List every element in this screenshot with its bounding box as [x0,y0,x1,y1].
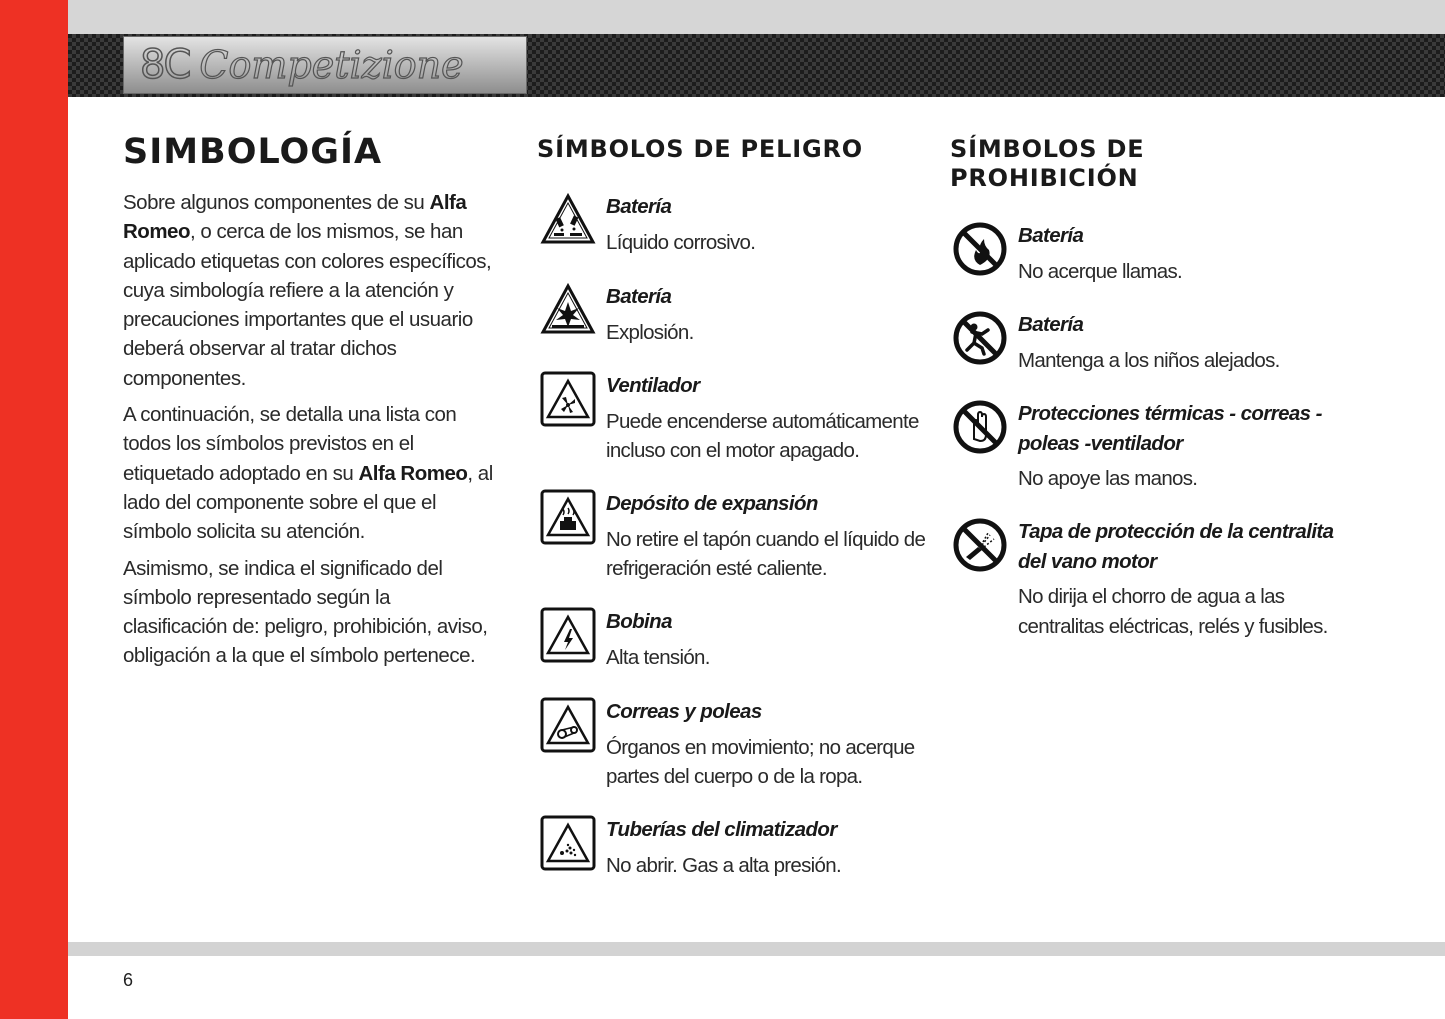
item-desc: Puede encenderse automáticamente incluso con el motor apagado. [606,409,919,462]
red-side-strip [0,0,68,1019]
belt-warning-icon [540,697,596,753]
item-name: Batería [1018,313,1084,336]
item-desc: No apoye las manos. [1018,467,1198,490]
item-desc: No acerque llamas. [1018,259,1183,283]
item-desc: Mantenga a los niños alejados. [1018,348,1280,372]
item-name: Batería [1018,224,1084,247]
item-name: Batería [606,285,672,308]
item-name: Protecciones térmicas - correas - poleas -ventilador [1018,402,1322,455]
logo-number: 8C [140,42,190,88]
pressure-gas-warning-icon [540,815,596,871]
no-children-icon [952,310,1008,366]
item-name: Bobina [606,610,672,633]
intro-paragraph-2: A continuación, se detalla una lista con todos los símbolos previstos en el etiquetado adoptado en su Alfa Romeo, al lado del componente sobre el que el símbolo solicita su atención. [123,403,493,544]
logo-text: Competizione [199,43,464,87]
no-flames-icon [952,221,1008,277]
danger-section-title: SÍMBOLOS DE PELIGRO [537,135,863,163]
prohibition-title-line-1: SÍMBOLOS DE [950,135,1145,163]
item-name: Tapa de protección de la centralita del vano motor [1018,520,1334,573]
fan-warning-icon [540,371,596,427]
item-name: Correas y poleas [606,700,762,723]
page-number: 6 [123,970,134,990]
intro-paragraph-1: Sobre algunos componentes de su Alfa Romeo, o cerca de los mismos, se han aplicado etiquetas con colores específicos, cuya simbología refiere a la atención y precauciones importantes que el usuario deberá observar al tratar dichos componentes. [123,191,492,390]
intro-paragraph-3: Asimismo, se indica el significado del símbolo representado según la clasificación de: peligro, prohibición, aviso, obligación a la que el símbolo pertenece. [123,556,488,668]
item-name: Tuberías del climatizador [606,818,837,841]
intro-text [123,188,495,678]
footer-band [68,942,1445,956]
brand-logo [123,36,527,94]
no-water-jet-icon [952,517,1008,573]
item-desc: No retire el tapón cuando el líquido de refrigeración esté caliente. [606,527,926,580]
item-desc: No dirija el chorro de agua a las centralitas eléctricas, relés y fusibles. [1018,585,1328,638]
item-desc: No abrir. Gas a alta presión. [606,853,841,877]
top-band [68,0,1445,34]
item-desc: Alta tensión. [606,645,710,669]
prohibition-title-line-2: PROHIBICIÓN [950,164,1139,192]
no-hands-icon [952,399,1008,455]
prohibition-section-title [950,135,1144,193]
corrosive-triangle-icon [540,192,596,248]
page-title: SIMBOLOGÍA [123,132,383,172]
item-name: Batería [606,195,672,218]
item-name: Depósito de expansión [606,492,818,515]
item-desc: Explosión. [606,320,694,344]
hot-liquid-warning-icon [540,489,596,545]
item-desc: Órganos en movimiento; no acerque partes del cuerpo o de la ropa. [606,735,915,788]
explosion-triangle-icon [540,282,596,338]
high-voltage-warning-icon [540,607,596,663]
item-name: Ventilador [606,374,700,397]
item-desc: Líquido corrosivo. [606,230,756,254]
